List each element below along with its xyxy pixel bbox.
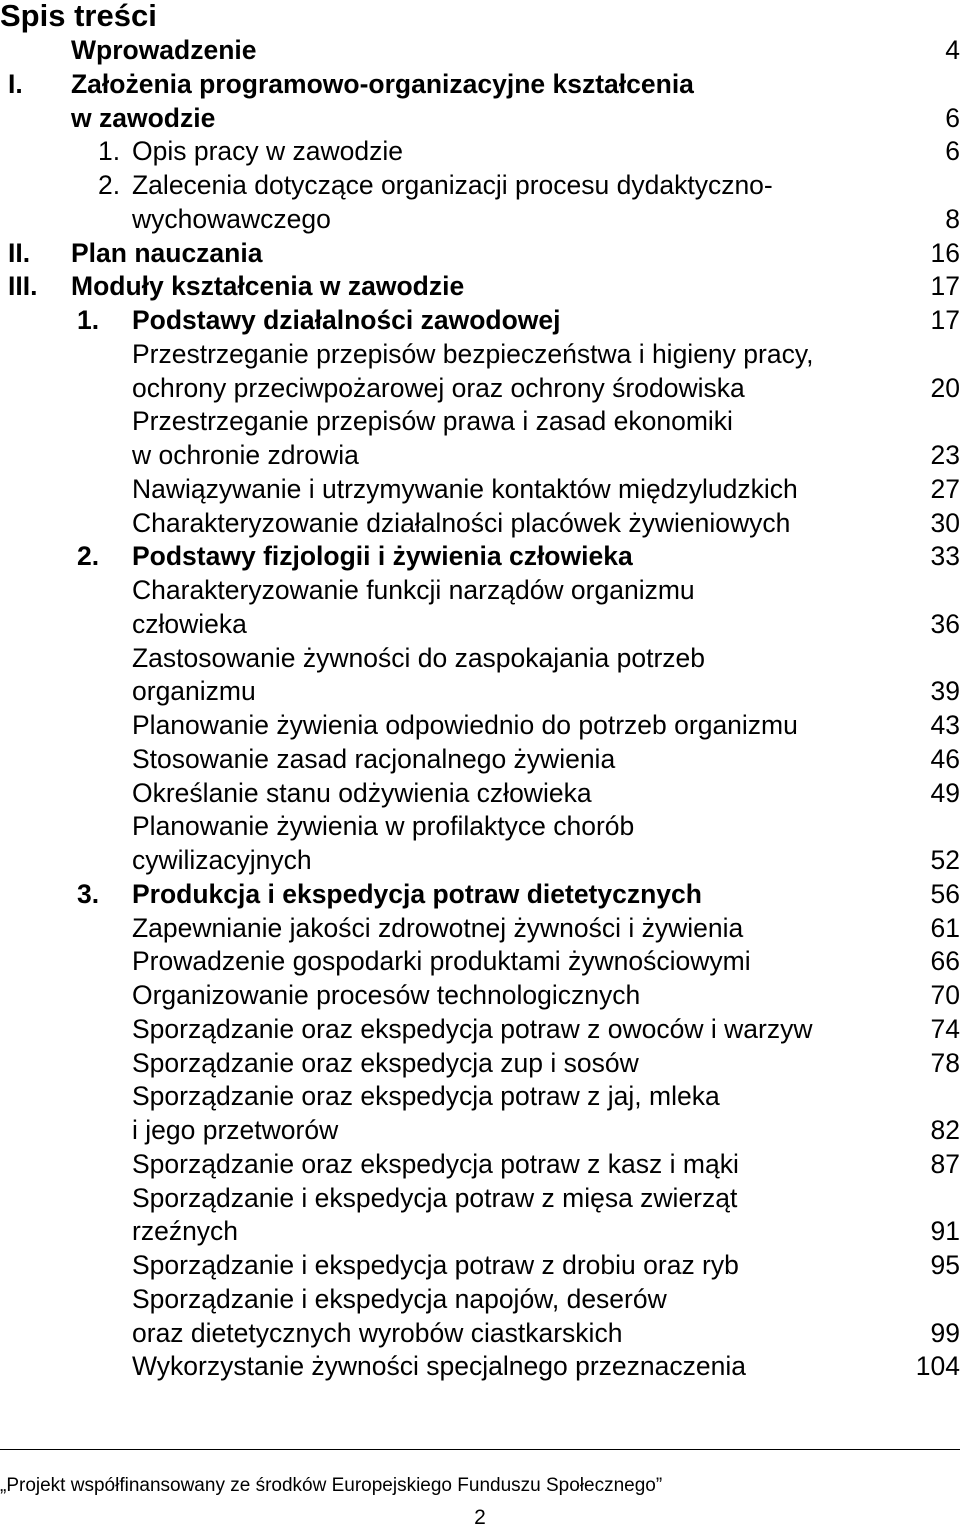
toc-entry-title: Planowanie żywienia w profilaktyce chorób bbox=[132, 811, 635, 842]
toc-entry-title: Sporządzanie oraz ekspedycja potraw z kasz i mąki bbox=[132, 1148, 739, 1179]
toc-entry bbox=[0, 642, 960, 676]
toc-entry-title: Planowanie żywienia odpowiednio do potrzeb organizmu bbox=[132, 710, 798, 740]
toc-entry-title: Podstawy fizjologii i żywienia człowieka bbox=[132, 541, 633, 572]
toc-entry-page: 30 bbox=[930, 507, 960, 538]
toc-entry-number: III. bbox=[8, 271, 38, 302]
toc-entry bbox=[0, 338, 960, 372]
toc-entry-page: 91 bbox=[930, 1216, 960, 1247]
toc-entry-title: organizmu bbox=[132, 676, 256, 707]
toc-entry-page: 43 bbox=[930, 710, 960, 740]
toc-entry-page: 16 bbox=[930, 237, 960, 268]
toc-entry bbox=[0, 1013, 960, 1047]
toc-entry-title: Sporządzanie oraz ekspedycja zup i sosów bbox=[132, 1047, 639, 1078]
toc-entry bbox=[0, 945, 960, 979]
toc-entry bbox=[0, 304, 960, 338]
toc-entry bbox=[0, 1047, 960, 1081]
toc-entry bbox=[0, 777, 960, 811]
toc-entry-title: rzeźnych bbox=[132, 1216, 239, 1247]
toc-entry-number: 2. bbox=[77, 541, 100, 572]
toc-entry-number: 1. bbox=[98, 136, 121, 167]
toc-entry-page: 49 bbox=[930, 777, 960, 808]
toc-entry-page: 99 bbox=[930, 1317, 960, 1348]
toc-entry-number: 1. bbox=[77, 305, 100, 335]
toc-entry bbox=[0, 405, 960, 439]
toc-entry bbox=[0, 878, 960, 912]
toc-entry-title: w ochronie zdrowia bbox=[132, 440, 359, 470]
toc-entry-page: 17 bbox=[930, 305, 960, 335]
toc-entry-title: Moduły kształcenia w zawodzie bbox=[71, 271, 465, 302]
toc-entry bbox=[0, 608, 960, 642]
toc-entry-page: 20 bbox=[930, 372, 960, 403]
toc-entry-page: 78 bbox=[930, 1047, 960, 1078]
toc-entry-page: 82 bbox=[930, 1115, 960, 1145]
toc-entry bbox=[0, 237, 960, 271]
toc-entry-title: Zapewnianie jakości zdrowotnej żywności i żywienia bbox=[132, 912, 744, 943]
toc-entry-title: Przestrzeganie przepisów bezpieczeństwa i higieny pracy, bbox=[132, 338, 814, 369]
toc-entry bbox=[0, 1249, 960, 1283]
toc-entry bbox=[0, 169, 960, 203]
toc-entry-title: Sporządzanie i ekspedycja potraw z mięsa zwierząt bbox=[132, 1182, 738, 1213]
toc-entry-title: wychowawczego bbox=[132, 203, 331, 234]
toc-entry-title: Wprowadzenie bbox=[71, 35, 257, 65]
toc-entry-title: Prowadzenie gospodarki produktami żywnościowymi bbox=[132, 946, 751, 977]
toc-entry bbox=[0, 1080, 960, 1114]
page-number: 2 bbox=[474, 1506, 486, 1529]
toc-entry-title: człowieka bbox=[132, 608, 247, 639]
toc-entry-title: Założenia programowo-organizacyjne kształcenia bbox=[71, 68, 694, 99]
toc-entry-title: Charakteryzowanie działalności placówek żywieniowych bbox=[132, 507, 791, 538]
toc-entry bbox=[0, 1215, 960, 1249]
toc-entry-title: Plan nauczania bbox=[71, 237, 263, 268]
toc-entry-title: w zawodzie bbox=[71, 102, 216, 133]
toc-entry-page: 36 bbox=[930, 608, 960, 639]
toc-entry bbox=[0, 574, 960, 608]
toc-entry bbox=[0, 203, 960, 237]
toc-entry-page: 6 bbox=[945, 136, 960, 167]
footer-note: „Projekt współfinansowany ze środków Europejskiego Funduszu Społecznego” bbox=[0, 1475, 663, 1496]
toc-entry bbox=[0, 507, 960, 541]
toc-entry-page: 56 bbox=[930, 878, 960, 909]
toc-entry bbox=[0, 675, 960, 709]
toc-entry-page: 104 bbox=[915, 1351, 960, 1382]
toc-entry-page: 66 bbox=[930, 946, 960, 977]
toc-entry-page: 74 bbox=[930, 1013, 960, 1044]
toc-entry-title: Opis pracy w zawodzie bbox=[132, 136, 403, 167]
toc-entry-number: 3. bbox=[77, 878, 100, 909]
toc-entry-page: 70 bbox=[930, 980, 960, 1010]
toc-entry bbox=[0, 844, 960, 878]
toc-entry bbox=[0, 68, 960, 102]
toc-entry-title: Zalecenia dotyczące organizacji procesu dydaktyczno- bbox=[132, 170, 773, 200]
toc-entry-number: II. bbox=[8, 237, 31, 268]
toc-entry-title: Stosowanie zasad racjonalnego żywienia bbox=[132, 743, 616, 774]
toc-entry-title: Określanie stanu odżywienia człowieka bbox=[132, 777, 592, 808]
toc-entry-page: 23 bbox=[930, 440, 960, 470]
toc-entry-title: cywilizacyjnych bbox=[132, 845, 312, 875]
toc-entry-title: oraz dietetycznych wyrobów ciastkarskich bbox=[132, 1317, 623, 1348]
toc-entry-number: I. bbox=[8, 68, 23, 99]
toc-entry-page: 33 bbox=[930, 541, 960, 572]
toc-entry-title: Organizowanie procesów technologicznych bbox=[132, 980, 641, 1010]
toc-entry-page: 27 bbox=[930, 473, 960, 504]
toc-entry bbox=[0, 439, 960, 473]
toc-entry bbox=[0, 540, 960, 574]
toc-entry-title: Sporządzanie oraz ekspedycja potraw z owoców i warzyw bbox=[132, 1013, 813, 1044]
toc-entry bbox=[0, 473, 960, 507]
toc-entry-page: 17 bbox=[930, 271, 960, 302]
toc-entry-title: Produkcja i ekspedycja potraw dietetycznych bbox=[132, 878, 702, 909]
toc-entry-title: ochrony przeciwpożarowej oraz ochrony środowiska bbox=[132, 372, 745, 403]
toc-entry bbox=[0, 1350, 960, 1384]
toc-entry-title: Sporządzanie i ekspedycja potraw z drobiu oraz ryb bbox=[132, 1250, 739, 1280]
toc-entry-page: 95 bbox=[930, 1250, 960, 1280]
toc-entry bbox=[0, 34, 960, 68]
toc-entry-title: Nawiązywanie i utrzymywanie kontaktów międzyludzkich bbox=[132, 473, 798, 504]
toc-entry-page: 52 bbox=[930, 845, 960, 875]
footer-divider bbox=[0, 1449, 960, 1450]
toc-entry bbox=[0, 743, 960, 777]
toc-entry-page: 8 bbox=[945, 203, 960, 234]
toc-entry bbox=[0, 1182, 960, 1216]
toc-entry bbox=[0, 1148, 960, 1182]
toc-entry-page: 39 bbox=[930, 676, 960, 707]
toc-entry bbox=[0, 709, 960, 743]
table-of-contents bbox=[0, 34, 960, 1384]
toc-entry bbox=[0, 102, 960, 136]
toc-entry-title: Podstawy działalności zawodowej bbox=[132, 305, 561, 335]
toc-entry bbox=[0, 270, 960, 304]
toc-entry-number: 2. bbox=[98, 170, 121, 200]
toc-entry-title: Sporządzanie oraz ekspedycja potraw z jaj, mleka bbox=[132, 1081, 720, 1112]
toc-entry-page: 6 bbox=[945, 102, 960, 133]
toc-entry-title: Wykorzystanie żywności specjalnego przeznaczenia bbox=[132, 1351, 746, 1382]
toc-entry-title: Zastosowanie żywności do zaspokajania potrzeb bbox=[132, 642, 706, 673]
toc-entry-title: Charakteryzowanie funkcji narządów organizmu bbox=[132, 575, 695, 605]
toc-entry bbox=[0, 135, 960, 169]
toc-entry bbox=[0, 912, 960, 946]
toc-entry-page: 46 bbox=[930, 743, 960, 774]
toc-entry bbox=[0, 1283, 960, 1317]
page-title: Spis treści bbox=[0, 0, 157, 33]
toc-entry-title: i jego przetworów bbox=[132, 1115, 339, 1145]
toc-entry-page: 4 bbox=[945, 35, 960, 65]
toc-entry bbox=[0, 1114, 960, 1148]
toc-entry bbox=[0, 1317, 960, 1351]
toc-entry-page: 87 bbox=[930, 1148, 960, 1179]
toc-entry bbox=[0, 372, 960, 406]
toc-entry-title: Sporządzanie i ekspedycja napojów, deserów bbox=[132, 1283, 667, 1314]
toc-entry-title: Przestrzeganie przepisów prawa i zasad ekonomiki bbox=[132, 406, 733, 437]
toc-entry-page: 61 bbox=[930, 912, 960, 943]
toc-entry bbox=[0, 810, 960, 844]
toc-entry bbox=[0, 979, 960, 1013]
